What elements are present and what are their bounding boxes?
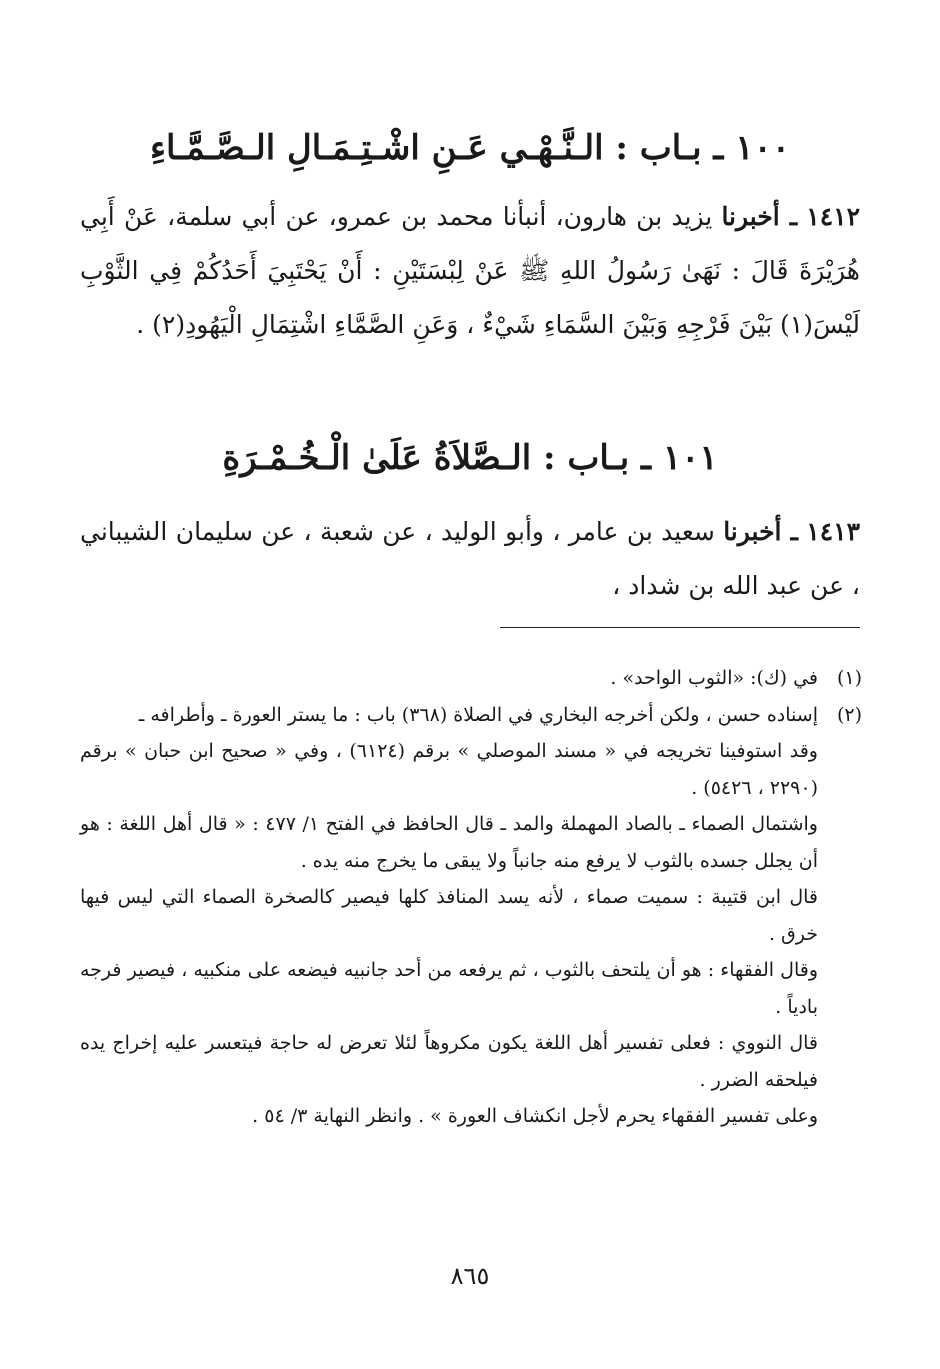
footnote-paragraph: قال النووي : فعلى تفسير أهل اللغة يكون مكروهاً لئلا تعرض له حاجة فيتعسر عليه إخراج يده فيلحقه الضرر . — [80, 1032, 818, 1091]
hadith-lead: ـ أخبرنا — [723, 517, 798, 546]
footnote-body — [80, 697, 818, 1135]
hadith-lead: ـ أخبرنا — [721, 202, 798, 231]
chapter-heading-101: ١٠١ ـ بـاب : الـصَّلاَةُ عَلَىٰ الْـخُـمْـرَةِ — [222, 438, 718, 478]
footnote-marker: (١) — [836, 667, 862, 689]
footnote-paragraph: وقال الفقهاء : هو أن يلتحف بالثوب ، ثم يرفعه من أحد جانبيه فيضعه على منكبيه ، فيصير فرجه بادياً . — [80, 959, 818, 1018]
hadith-text: سعيد بن عامر ، وأبو الوليد ، عن شعبة ، عن سليمان الشيباني ، عن عبد الله بن شداد ، — [80, 517, 860, 600]
footnote-paragraph: إسناده حسن ، ولكن أخرجه البخاري في الصلاة (٣٦٨) باب : ما يستر العورة ـ وأطرافه ـ — [138, 703, 818, 726]
footnote-paragraph: قال ابن قتيبة : سميت صماء ، لأنه يسد المنافذ كلها فيصير كالصخرة الصماء التي ليس فيها خرق . — [80, 886, 818, 945]
footnote-2 — [80, 697, 862, 1135]
footnote-paragraph: وقد استوفينا تخريجه في « مسند الموصلي » برقم (٦١٢٤) ، وفي « صحيح ابن حبان » برقم (٢٢٩٠ ، ٥٤٢٦) . — [80, 740, 818, 799]
hadith-text: يزيد بن هارون، أنبأنا محمد بن عمرو، عن أبي سلمة، عَنْ أَبِي هُرَيْرَةَ قَالَ : نَهَىٰ رَسُولُ اللهِ ﷺ عَنْ لِبْسَتَيْنِ : أَنْ يَحْتَبِيَ أَحَدُكُمْ فِي الثَّوْبِ لَيْسَ(١) بَيْنَ فَرْجِهِ وَبَيْنَ السَّمَاءِ شَيْءٌ ، وَعَنِ الصَّمَّاءِ اشْتِمَالِ الْيَهُودِ(٢) . — [80, 202, 860, 339]
page-number: ٨٦٥ — [450, 1262, 490, 1290]
footnote-1 — [80, 660, 862, 697]
footnote-paragraph: في (ك): «الثوب الواحد» . — [610, 667, 818, 689]
chapter-heading-100: ١٠٠ ـ بـاب : الـنَّـهْـي عَـنِ اشْـتِـمَـالِ الـصَّـمَّـاءِ — [149, 128, 791, 168]
footnote-paragraph: واشتمال الصماء ـ بالصاد المهملة والمد ـ قال الحافظ في الفتح ١/ ٤٧٧ : « قال أهل اللغة : هو أن يجلل جسده بالثوب لا يرفع منه جانباً ولا يبقى ما يخرج منه يده . — [80, 813, 818, 872]
hadith-number: ١٤١٢ — [806, 202, 861, 231]
hadith-number: ١٤١٣ — [806, 517, 861, 546]
hadith-1413 — [80, 505, 860, 613]
hadith-1412 — [80, 190, 860, 352]
footnote-body — [80, 660, 818, 697]
footnote-divider — [500, 627, 860, 628]
footnote-marker: (٢) — [836, 703, 862, 726]
footnotes — [80, 660, 862, 1135]
footnote-paragraph: وعلى تفسير الفقهاء يحرم لأجل انكشاف العورة » . وانظر النهاية ٣/ ٥٤ . — [252, 1105, 818, 1127]
